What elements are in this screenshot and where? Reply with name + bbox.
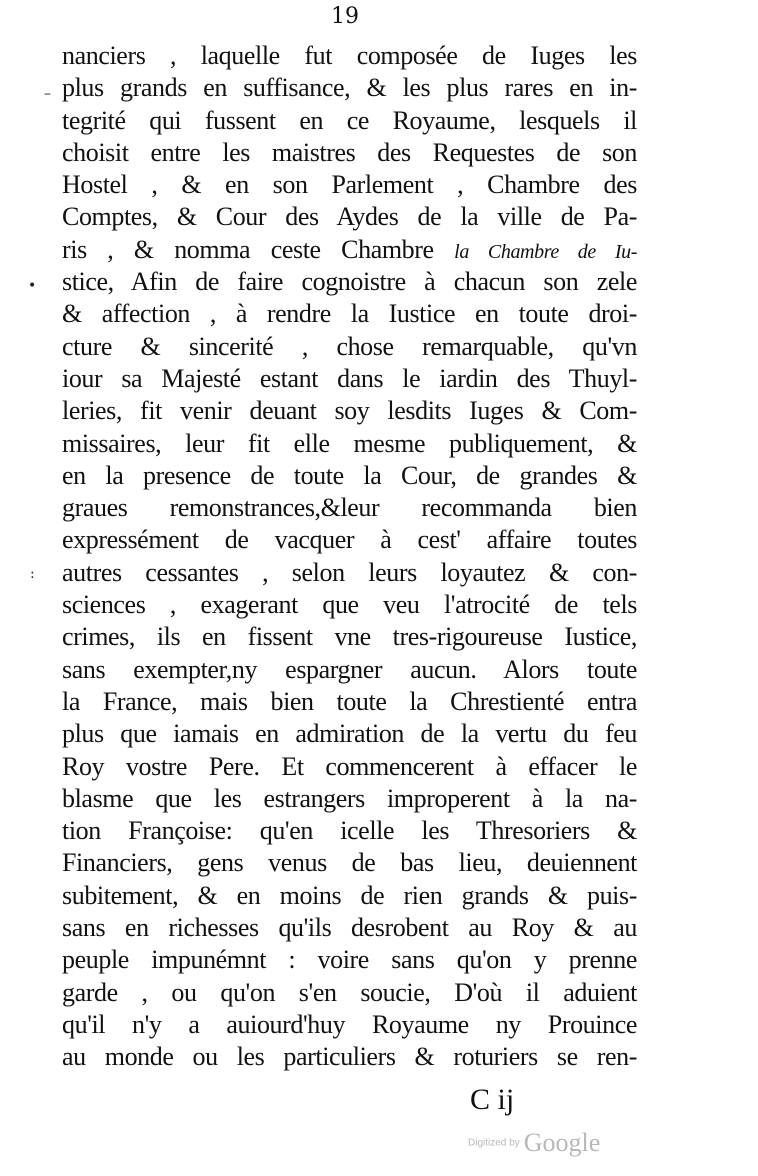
text-line: Hostel , & en son Parlement , Chambre des	[62, 170, 637, 200]
text-line: sans en richesses qu'ils desrobent au Roy & au	[62, 913, 637, 943]
text-line: choisit entre les maistres des Requestes de son	[62, 137, 637, 167]
text-line: sans exempter,ny espargner aucun. Alors toute	[62, 654, 637, 684]
signature-mark: C ij	[470, 1083, 515, 1116]
text-line	[62, 234, 637, 266]
text-line: missaires, leur fit elle mesme publiquement, &	[62, 428, 637, 458]
page-number: 19	[331, 4, 359, 29]
text-line: & affection , à rendre la Iustice en toute droi-	[62, 299, 637, 329]
text-line: tegrité qui fussent en ce Royaume, lesquels il	[62, 105, 637, 135]
text-line: qu'il n'y a auiourd'huy Royaume ny Prouince	[62, 1009, 637, 1039]
text-line: expressément de vacquer à cest' affaire toutes	[62, 525, 637, 555]
text-line-roman: ris , & nomma ceste Chambre	[62, 234, 455, 264]
text-line: iour sa Majesté estant dans le iardin des Thuyl-	[62, 363, 637, 393]
text-line: Roy vostre Pere. Et commencerent à effacer le	[62, 751, 637, 781]
text-line: leries, fit venir deuant soy lesdits Iuges & Com-	[62, 396, 637, 426]
body-text	[62, 40, 637, 1074]
text-line: peuple impunémnt : voire sans qu'on y prenne	[62, 945, 637, 975]
watermark-prefix: Digitized by	[468, 1137, 520, 1149]
margin-mark: –	[44, 86, 51, 102]
text-line: garde , ou qu'on s'en soucie, D'où il aduient	[62, 977, 637, 1007]
text-line: nanciers , laquelle fut composée de Iuges les	[62, 41, 637, 70]
margin-mark: :	[30, 566, 35, 582]
text-line: au monde ou les particuliers & roturiers se ren-	[62, 1042, 637, 1072]
text-line: en la presence de toute la Cour, de grandes &	[62, 460, 637, 490]
text-line: plus que iamais en admiration de la vertu du feu	[62, 719, 637, 749]
text-line: la France, mais bien toute la Chrestienté entra	[62, 686, 637, 716]
text-line: plus grands en suffisance, & les plus rares en in-	[62, 73, 637, 103]
text-line: Comptes, & Cour des Aydes de la ville de Pa-	[62, 202, 637, 232]
text-line: sciences , exagerant que veu l'atrocité de tels	[62, 590, 637, 620]
text-line: Financiers, gens venus de bas lieu, deuiennent	[62, 848, 637, 878]
text-line: subitement, & en moins de rien grands & puis-	[62, 880, 637, 910]
digitization-watermark	[468, 1128, 600, 1158]
text-line: blasme que les estrangers improperent à la na-	[62, 783, 637, 813]
text-line: tion Françoise: qu'en icelle les Thresoriers &	[62, 816, 637, 846]
margin-mark: •	[28, 278, 37, 294]
text-line-italic: la Chambre de Iu-	[454, 240, 637, 263]
watermark-brand: Google	[523, 1128, 601, 1157]
text-line: autres cessantes , selon leurs loyautez & con-	[62, 557, 637, 587]
text-line: crimes, ils en fissent vne tres-rigoureuse Iustice,	[62, 622, 637, 652]
text-line: stice, Afin de faire cognoistre à chacun son zele	[62, 267, 637, 297]
text-line: graues remonstrances,&leur recommanda bien	[62, 493, 637, 523]
text-line: cture & sincerité , chose remarquable, qu'vn	[62, 331, 637, 361]
